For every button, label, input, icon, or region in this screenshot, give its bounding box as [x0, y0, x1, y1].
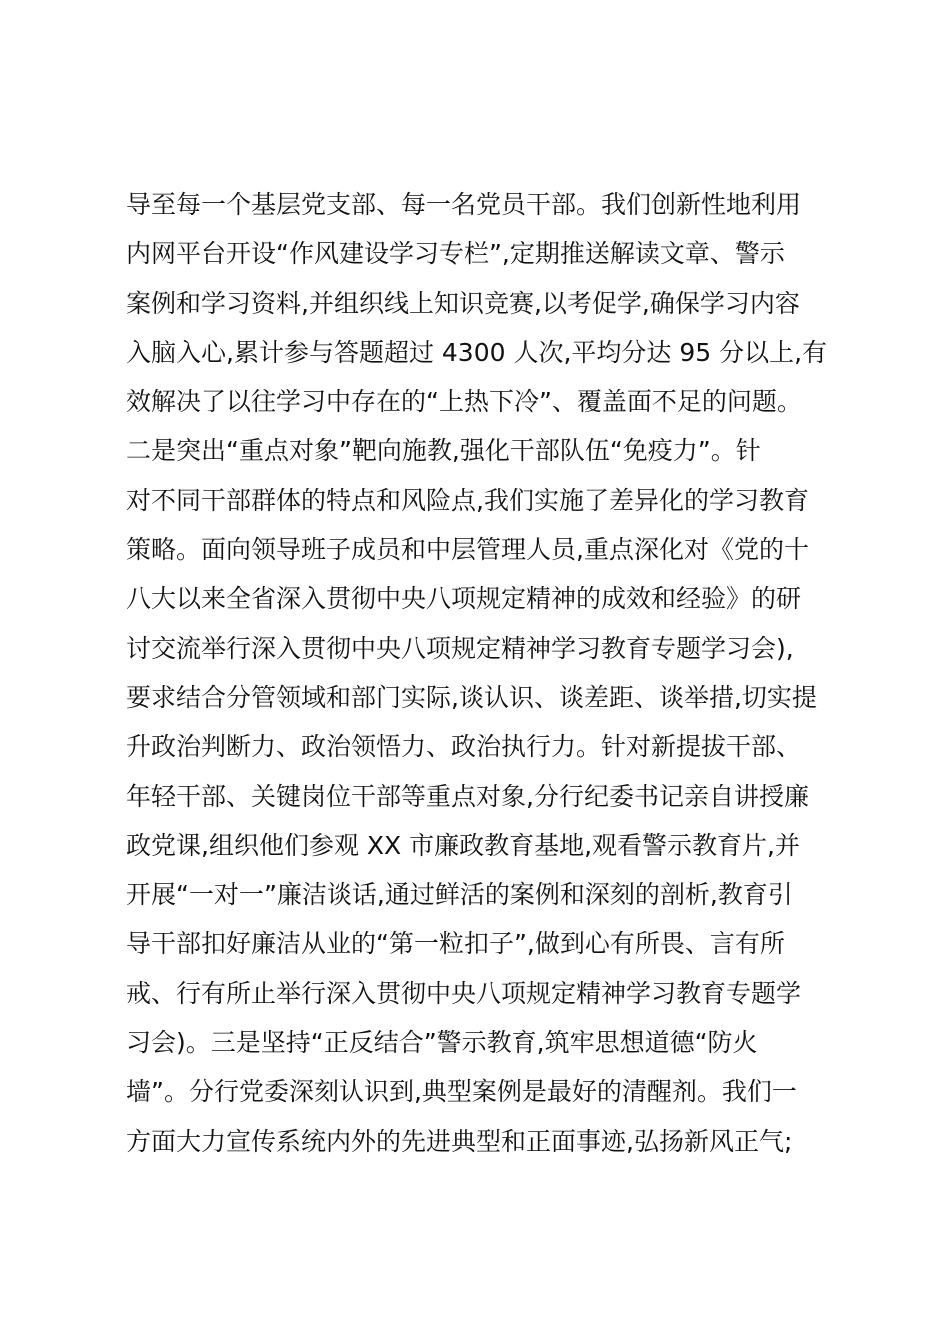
text-line: 政党课,组织他们参观 XX 市廉政教育基地,观看警示教育片,并 [126, 830, 800, 860]
text-line: 导干部扣好廉洁从业的“第一粒扣子”,做到心有所畏、言有所 [126, 929, 785, 959]
text-line: 对不同干部群体的特点和风险点,我们实施了差异化的学习教育 [126, 485, 809, 515]
text-line: 墙”。分行党委深刻认识到,典型案例是最好的清醒剂。我们一 [126, 1077, 797, 1107]
text-line: 八大以来全省深入贯彻中央八项规定精神的成效和经验》的研 [126, 584, 802, 614]
text-line: 案例和学习资料,并组织线上知识竞赛,以考促学,确保学习内容 [126, 288, 800, 318]
text-line: 内网平台开设“作风建设学习专栏”,定期推送解读文章、警示 [126, 239, 785, 269]
text-line: 习会)。三是坚持“正反结合”警示教育,筑牢思想道德“防火 [126, 1028, 758, 1058]
text-line: 要求结合分管领域和部门实际,谈认识、谈差距、谈举措,切实提 [126, 682, 817, 712]
text-line: 二是突出“重点对象”靶向施教,强化干部队伍“免疫力”。针 [126, 436, 761, 466]
text-line: 戒、行有所止举行深入贯彻中央八项规定精神学习教育专题学 [126, 978, 802, 1008]
text-line: 效解决了以往学习中存在的“上热下冷”、覆盖面不足的问题。 [126, 387, 802, 417]
text-line: 开展“一对一”廉洁谈话,通过鲜活的案例和深刻的剖析,教育引 [126, 880, 793, 910]
text-line: 导至每一个基层党支部、每一名党员干部。我们创新性地利用 [126, 190, 802, 219]
text-line: 升政治判断力、政治领悟力、政治执行力。针对新提拔干部、 [126, 732, 802, 762]
text-line: 方面大力宣传系统内外的先进典型和正面事迹,弘扬新风正气; [126, 1126, 793, 1156]
text-line: 入脑入心,累计参与答题超过 4300 人次,平均分达 95 分以上,有 [126, 337, 828, 367]
text-line: 策略。面向领导班子成员和中层管理人员,重点深化对《党的十 [126, 535, 809, 565]
text-line: 年轻干部、关键岗位干部等重点对象,分行纪委书记亲自讲授廉 [126, 781, 809, 811]
body-text [126, 180, 846, 1166]
text-line: 讨交流举行深入贯彻中央八项规定精神学习教育专题学习会), [126, 633, 794, 663]
